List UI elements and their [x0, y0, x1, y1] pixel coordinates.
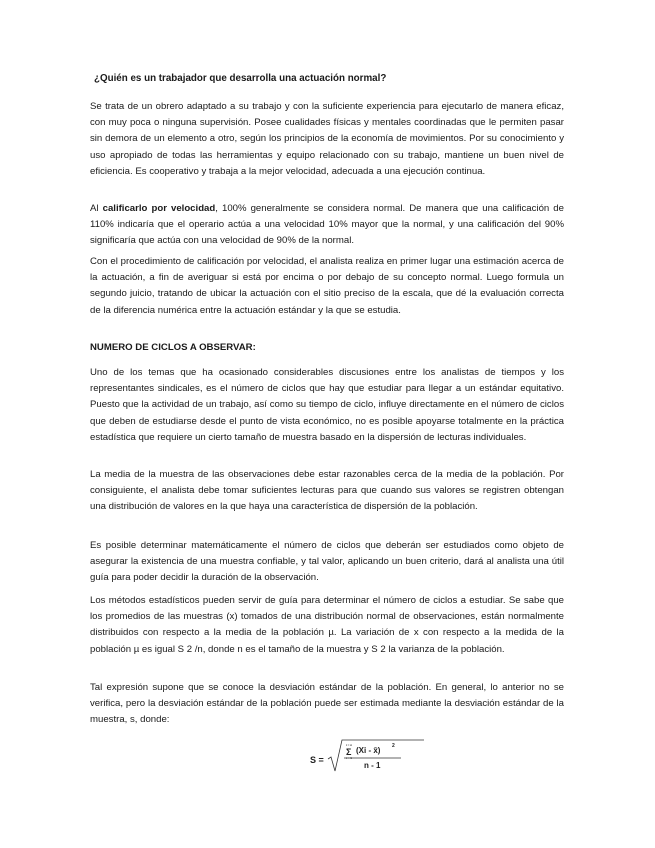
paragraph-speed-rating-prefix: Al [90, 203, 103, 214]
section-title-cycles: NUMERO DE CICLOS A OBSERVAR: [90, 342, 256, 353]
std-deviation-formula [306, 738, 426, 778]
paragraph-std-deviation: Tal expresión supone que se conoce la desviación estándar de la población. En general, lo anterior no se verifica, pero la desviación estándar de la población puede ser estimada mediante la desviación estándar de la muestra, s, donde: [90, 682, 564, 726]
formula-exponent: 2 [392, 743, 395, 749]
paragraph-speed-rating [90, 201, 564, 250]
paragraph-sample-mean: La media de la muestra de las observaciones debe estar razonables cerca de la media de la población. Por consiguiente, el analista debe tomar suficientes lecturas para que cuando sus valores se registren obtengan una distribución de valores en la que haya una característica de dispersión de la población. [90, 469, 564, 513]
formula-numerator: (Xi - x̄) [356, 746, 381, 755]
formula-sum-top: i = n [346, 743, 353, 747]
paragraph-cycles-discussion: Uno de los temas que ha ocasionado considerables discusiones entre los analistas de tiempos y los representantes sindicales, es el número de ciclos que hay que estudiar para llegar a un estándar equitativo. Puesto que la actividad de un trabajo, así como su tiempo de ciclo, influye directamente en el número de ciclos que deben de estudiarse desde el punto de vista económico, no es posible apoyarse totalmente en la práctica estadística que requiere un cierto tamaño de muestra basado en la dispersión de lecturas individuales. [90, 367, 564, 443]
paragraph-speed-rating-rest: , 100% generalmente se considera normal. De manera que una calificación de 110% indicaría que el operario actúa a una velocidad 10% mayor que la normal, y una calificación del 90% significaría que actúa con una velocidad de 90% de la normal. [90, 203, 564, 247]
formula-lhs: S = [310, 755, 324, 765]
paragraph-rating-procedure: Con el procedimiento de calificación por velocidad, el analista realiza en primer lugar una estimación acerca de la actuación, a fin de averiguar si está por encima o por debajo de su concepto normal. Luego formula un segundo juicio, tratando de ubicar la actuación con el sitio preciso de la escala, que dé la evaluación correcta de la diferencia numérica entre la actuación estándar y la que se estudia. [90, 256, 564, 316]
paragraph-statistical-methods: Los métodos estadísticos pueden servir de guía para determinar el número de ciclos a estudiar. Se sabe que los promedios de las muestras (x) tomados de una distribución normal de observaciones, están normalmente distribuidos con respecto a la media de la población µ. La variación de x con respecto a la medida de la población µ es igual S 2 /n, donde n es el tamaño de la muestra y S 2 la varianza de la población. [90, 595, 564, 655]
formula-sum-bottom: i = 1 [346, 756, 352, 760]
formula-denominator: n - 1 [364, 761, 381, 770]
speed-rating-term: calificarlo por velocidad [102, 203, 216, 214]
question-heading: ¿Quién es un trabajador que desarrolla una actuación normal? [94, 73, 387, 84]
paragraph-determine-cycles: Es posible determinar matemáticamente el número de ciclos que deberán ser estudiados como objeto de asegurar la existencia de una muestra confiable, y tal valor, aplicando un buen criterio, dará al analista una útil guía para poder decidir la duración de la observación. [90, 540, 564, 584]
formula-sigma-icon: Σ [346, 747, 352, 757]
paragraph-normal-worker: Se trata de un obrero adaptado a su trabajo y con la suficiente experiencia para ejecutarlo de manera eficaz, con muy poca o ninguna supervisión. Posee cualidades físicas y mentales coordinadas que le permiten pasar sin demora de un elemento a otro, según los principios de la economía de movimientos. Por su conocimiento y uso apropiado de todas las herramientas y equipo relacionado con su trabajo, mantiene un buen nivel de eficiencia. Es cooperativo y trabaja a la mejor velocidad, adecuada a una ejecución continua. [90, 101, 564, 177]
